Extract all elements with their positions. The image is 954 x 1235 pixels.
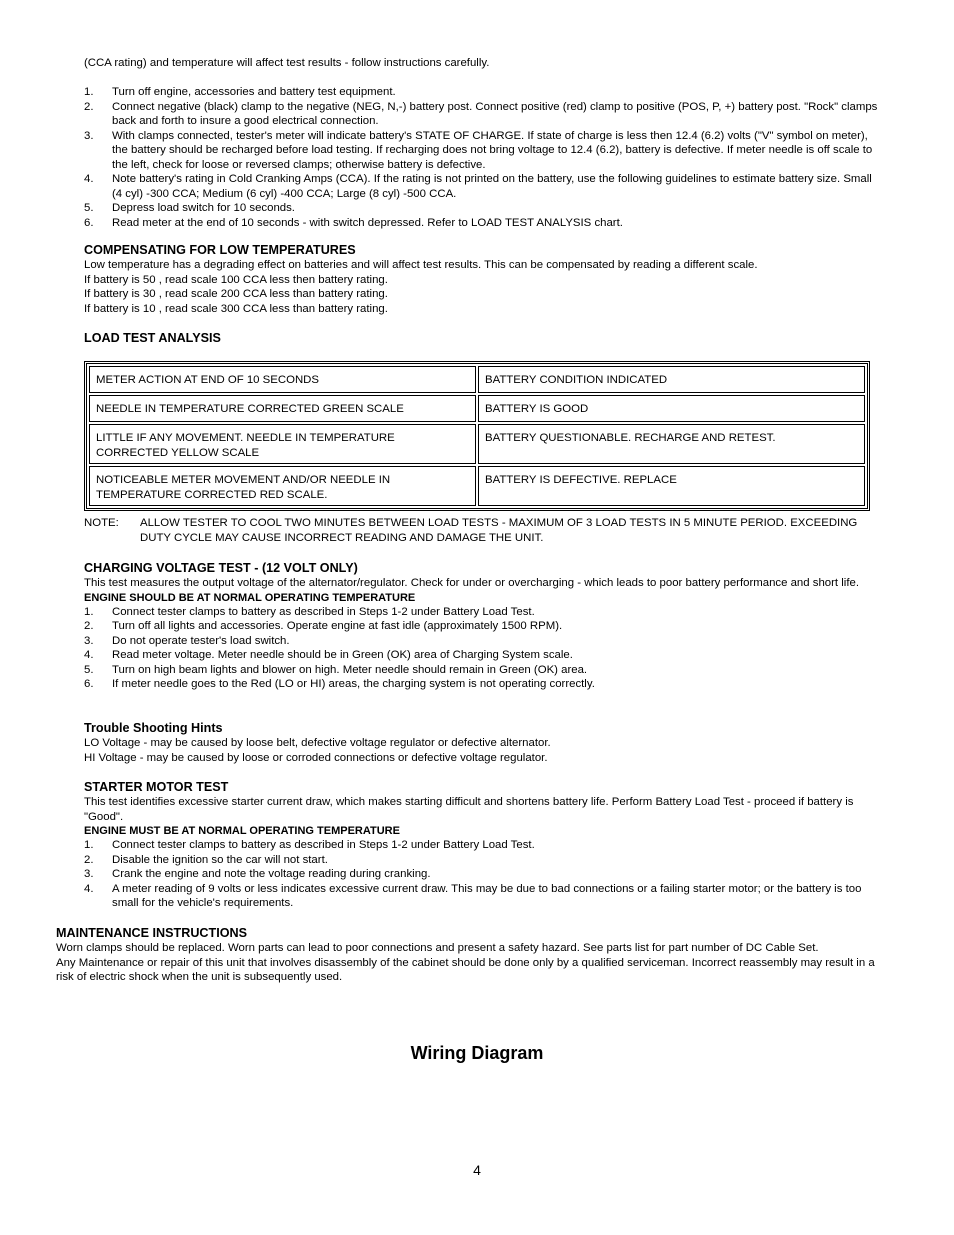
- table-row: [89, 395, 865, 422]
- charging-section: [84, 561, 884, 692]
- paragraph: If battery is 30 , read scale 200 CCA less than battery rating.: [84, 288, 388, 300]
- note-label: NOTE:: [84, 517, 119, 529]
- paragraph: Worn clamps should be replaced. Worn parts can lead to poor connections and present a safety hazard. See parts list for part number of DC Cable Set.: [56, 942, 819, 954]
- subheading: ENGINE MUST BE AT NORMAL OPERATING TEMPERATURE: [84, 825, 400, 837]
- list-item: 4. Read meter voltage. Meter needle should be in Green (OK) area of Charging System scale.: [84, 649, 573, 661]
- table-cell: METER ACTION AT END OF 10 SECONDS: [89, 366, 476, 393]
- list-item: 6. If meter needle goes to the Red (LO or HI) areas, the charging system is not operating correctly.: [84, 678, 595, 690]
- table-cell: BATTERY QUESTIONABLE. RECHARGE AND RETEST.: [478, 424, 865, 464]
- table-cell: NOTICEABLE METER MOVEMENT AND/OR NEEDLE IN TEMPERATURE CORRECTED RED SCALE.: [89, 466, 476, 506]
- paragraph: This test measures the output voltage of the alternator/regulator. Check for under or overcharging - which leads to poor battery performance and short life.: [84, 577, 859, 589]
- load-test-table: [84, 361, 870, 511]
- wiring-diagram-title: Wiring Diagram: [410, 1043, 544, 1063]
- starter-section: [84, 780, 884, 911]
- paragraph: If battery is 10 , read scale 300 CCA less than battery rating.: [84, 302, 388, 315]
- section-heading: COMPENSATING FOR LOW TEMPERATURES: [84, 243, 356, 257]
- paragraph: Low temperature has a degrading effect on batteries and will affect test results. This can be compensated by reading a different scale.: [84, 259, 758, 271]
- table-row: [89, 424, 865, 464]
- section-heading: CHARGING VOLTAGE TEST - (12 VOLT ONLY): [84, 561, 358, 575]
- note-text: ALLOW TESTER TO COOL TWO MINUTES BETWEEN LOAD TESTS - MAXIMUM OF 3 LOAD TESTS IN 5 MINUTE PERIOD. EXCEEDING DUTY CYCLE MAY CAUSE INCORRECT READING AND DAMAGE THE UNIT.: [140, 517, 858, 544]
- compensating-section: [84, 243, 884, 316]
- table-cell: BATTERY IS DEFECTIVE. REPLACE: [478, 466, 865, 506]
- intro-text: (CCA rating) and temperature will affect test results - follow instructions carefully.: [84, 57, 490, 69]
- list-item: 2. Turn off all lights and accessories. Operate engine at fast idle (approximately 1500 RPM).: [84, 620, 563, 632]
- list-item: 1. Turn off engine, accessories and battery test equipment.: [84, 86, 396, 98]
- note: [84, 516, 884, 545]
- section-heading: Trouble Shooting Hints: [84, 721, 223, 735]
- page-number: 4: [473, 1162, 481, 1178]
- maintenance-section: [56, 926, 882, 985]
- list-item: 5. Turn on high beam lights and blower on high. Meter needle should remain in Green (OK) area.: [84, 663, 588, 676]
- list-item: 1. Connect tester clamps to battery as described in Steps 1-2 under Battery Load Test.: [84, 839, 535, 851]
- list-item: 4. Note battery's rating in Cold Cranking Amps (CCA). If the rating is not printed on the battery, use the following guidelines to estimate battery size. Small (4 cyl) -300 CCA; Medium (6 cyl) -400 CCA; Large (8 cyl) -500 CCA.: [84, 173, 872, 200]
- list-item: 2. Disable the ignition so the car will not start.: [84, 853, 328, 866]
- load-test-heading: LOAD TEST ANALYSIS: [84, 331, 221, 345]
- paragraph: Any Maintenance or repair of this unit that involves disassembly of the cabinet should be done only by a qualified serviceman. Incorrect reassembly may result in a risk of electric shock when the unit is subsequently used.: [56, 956, 875, 983]
- paragraph: LO Voltage - may be caused by loose belt, defective voltage regulator or defective alternator.: [84, 737, 551, 749]
- paragraph: This test identifies excessive starter current draw, which makes starting difficult and shortens battery life. Perform Battery Load Test - proceed if battery is "Good".: [84, 796, 854, 823]
- table-row: [89, 466, 865, 506]
- table-cell: LITTLE IF ANY MOVEMENT. NEEDLE IN TEMPERATURE CORRECTED YELLOW SCALE: [89, 424, 476, 464]
- list-item: 5. Depress load switch for 10 seconds.: [84, 202, 295, 214]
- paragraph: HI Voltage - may be caused by loose or corroded connections or defective voltage regulator.: [84, 751, 548, 764]
- list-item: 4. A meter reading of 9 volts or less indicates excessive current draw. This may be due to bad connections or a failing starter motor; or the battery is too small for the vehicle's requirements.: [84, 882, 862, 909]
- table-cell: NEEDLE IN TEMPERATURE CORRECTED GREEN SCALE: [89, 395, 476, 422]
- table-row: [89, 366, 865, 393]
- trouble-section: [84, 721, 884, 765]
- section-heading: STARTER MOTOR TEST: [84, 780, 229, 794]
- table-cell: BATTERY CONDITION INDICATED: [478, 366, 865, 393]
- subheading: ENGINE SHOULD BE AT NORMAL OPERATING TEMPERATURE: [84, 591, 416, 604]
- paragraph: If battery is 50 , read scale 100 CCA less then battery rating.: [84, 273, 388, 286]
- section-heading: MAINTENANCE INSTRUCTIONS: [56, 926, 248, 940]
- list-item: 1. Connect tester clamps to battery as described in Steps 1-2 under Battery Load Test.: [84, 605, 535, 618]
- list-item: 2. Connect negative (black) clamp to the negative (NEG, N,-) battery post. Connect positive (red) clamp to positive (POS, P, +) battery post. "Rock" clamps back and forth to insure a good electrical connection.: [84, 100, 878, 127]
- load-test-steps: [84, 85, 884, 230]
- table-cell: BATTERY IS GOOD: [478, 395, 865, 422]
- starter-steps: [84, 838, 884, 911]
- list-item: 6. Read meter at the end of 10 seconds - with switch depressed. Refer to LOAD TEST ANALYSIS chart.: [84, 216, 623, 229]
- list-item: 3. Crank the engine and note the voltage reading during cranking.: [84, 868, 431, 880]
- charging-steps: [84, 605, 884, 692]
- list-item: 3. With clamps connected, tester's meter will indicate battery's STATE OF CHARGE. If state of charge is less then 12.4 (6.2) volts ("V" symbol on meter), the battery should be recharged before load testing. If recharging does not bring voltage to 12.4 (6.2), battery is defective. If meter needle is off scale to the left, check for loose or reversed clamps; otherwise battery is defective.: [84, 129, 873, 171]
- list-item: 3. Do not operate tester's load switch.: [84, 634, 290, 647]
